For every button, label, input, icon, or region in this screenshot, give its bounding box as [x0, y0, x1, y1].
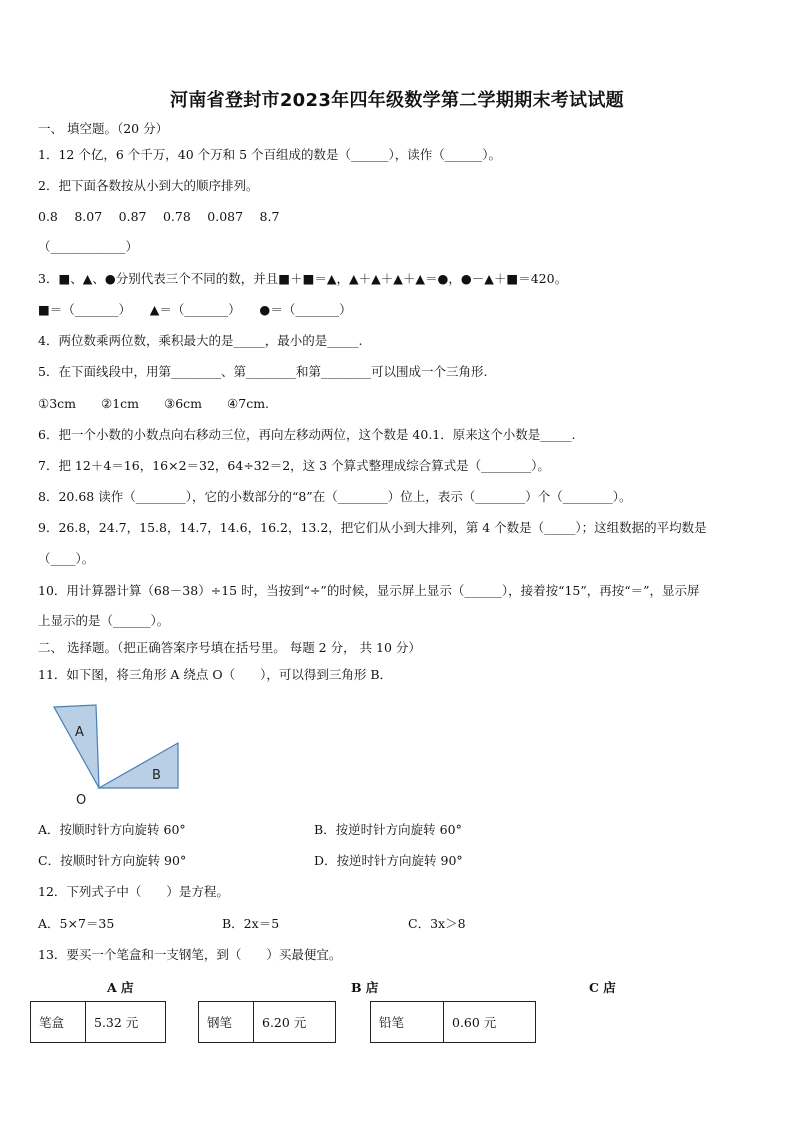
triangle-a-label: A	[75, 725, 84, 740]
q11-option-d: D．按逆时针方向旋转 90°	[314, 853, 463, 868]
q11-option-b: B．按逆时针方向旋转 60°	[314, 822, 462, 837]
q11-option-c: C．按顺时针方向旋转 90°	[38, 853, 187, 868]
question-3-answers: ■＝（_______） ▲＝（_______） ●＝（_______）	[38, 302, 352, 317]
triangle-b	[99, 743, 178, 788]
question-7: 7．把 12＋4＝16，16×2＝32，64÷32＝2，这 3 个算式整理成综合算式是（________）。	[38, 458, 550, 473]
question-12: 12．下列式子中（ ）是方程。	[38, 884, 229, 899]
shop-b-label: B 店	[351, 980, 379, 995]
question-5-options: ①3cm ②1cm ③6cm ④7cm.	[38, 396, 270, 411]
point-o-label: O	[76, 793, 87, 808]
shop-b-item: 钢笔	[199, 1002, 254, 1043]
section-heading-fill-in: 一、 填空题。（20 分）	[38, 121, 169, 136]
question-9-continued: （____）。	[38, 551, 95, 566]
shop-c-price: 0.60 元	[444, 1002, 536, 1043]
question-1: 1．12 个亿，6 个千万，40 个万和 5 个百组成的数是（______），读作（______）。	[38, 147, 502, 162]
shop-b-table	[198, 1001, 336, 1043]
rotation-figure	[46, 700, 186, 810]
section-heading-choice: 二、 选择题。（把正确答案序号填在括号里。 每题 2 分， 共 10 分）	[38, 640, 421, 655]
shop-b-price: 6.20 元	[254, 1002, 336, 1043]
question-10-continued: 上显示的是（______）。	[38, 613, 170, 628]
question-10: 10．用计算器计算（68－38）÷15 时，当按到“÷”的时候，显示屏上显示（______），接着按“15”，再按“＝”，显示屏	[38, 583, 700, 598]
question-5: 5．在下面线段中，用第________、第________和第________可以围成一个三角形.	[38, 364, 488, 379]
shop-c-item: 铅笔	[371, 1002, 444, 1043]
q12-option-c: C．3x＞8	[408, 916, 466, 931]
question-9: 9．26.8，24.7，15.8，14.7，14.6，16.2，13.2，把它们从小到大排列，第 4 个数是（_____）；这组数据的平均数是	[38, 520, 707, 535]
shop-a-price: 5.32 元	[86, 1002, 166, 1043]
shop-a-table	[30, 1001, 166, 1043]
question-2-answer-blank: （____________）	[38, 239, 139, 254]
question-2-numbers: 0.8 8.07 0.87 0.78 0.087 8.7	[38, 209, 280, 224]
shop-a-label: A 店	[107, 980, 134, 995]
table-row	[371, 1002, 536, 1043]
shop-c-table	[370, 1001, 536, 1043]
shop-a-item: 笔盒	[31, 1002, 86, 1043]
question-3: 3．■、▲、●分别代表三个不同的数，并且■＋■＝▲，▲＋▲＋▲＋▲＝●，●－▲＋■＝420。	[38, 271, 568, 286]
triangle-a	[54, 705, 99, 788]
q11-option-a: A．按顺时针方向旋转 60°	[38, 822, 186, 837]
question-11: 11．如下图，将三角形 A 绕点 O（ ），可以得到三角形 B．	[38, 667, 393, 682]
table-row	[199, 1002, 336, 1043]
page-title: 河南省登封市2023年四年级数学第二学期期末考试试题	[170, 90, 624, 111]
triangle-b-label: B	[152, 768, 161, 783]
shop-c-label: C 店	[589, 980, 616, 995]
question-13: 13．要买一个笔盒和一支钢笔，到（ ）买最便宜。	[38, 947, 342, 962]
question-6: 6．把一个小数的小数点向右移动三位，再向左移动两位，这个数是 40.1．原来这个小数是_____.	[38, 427, 576, 442]
table-row	[31, 1002, 166, 1043]
question-4: 4．两位数乘两位数，乘积最大的是_____，最小的是_____.	[38, 333, 363, 348]
question-2: 2．把下面各数按从小到大的顺序排列。	[38, 178, 259, 193]
q12-option-b: B．2x＝5	[222, 916, 280, 931]
q12-option-a: A．5×7＝35	[38, 916, 115, 931]
question-8: 8．20.68 读作（________），它的小数部分的“8”在（________）位上，表示（________）个（________）。	[38, 489, 632, 504]
